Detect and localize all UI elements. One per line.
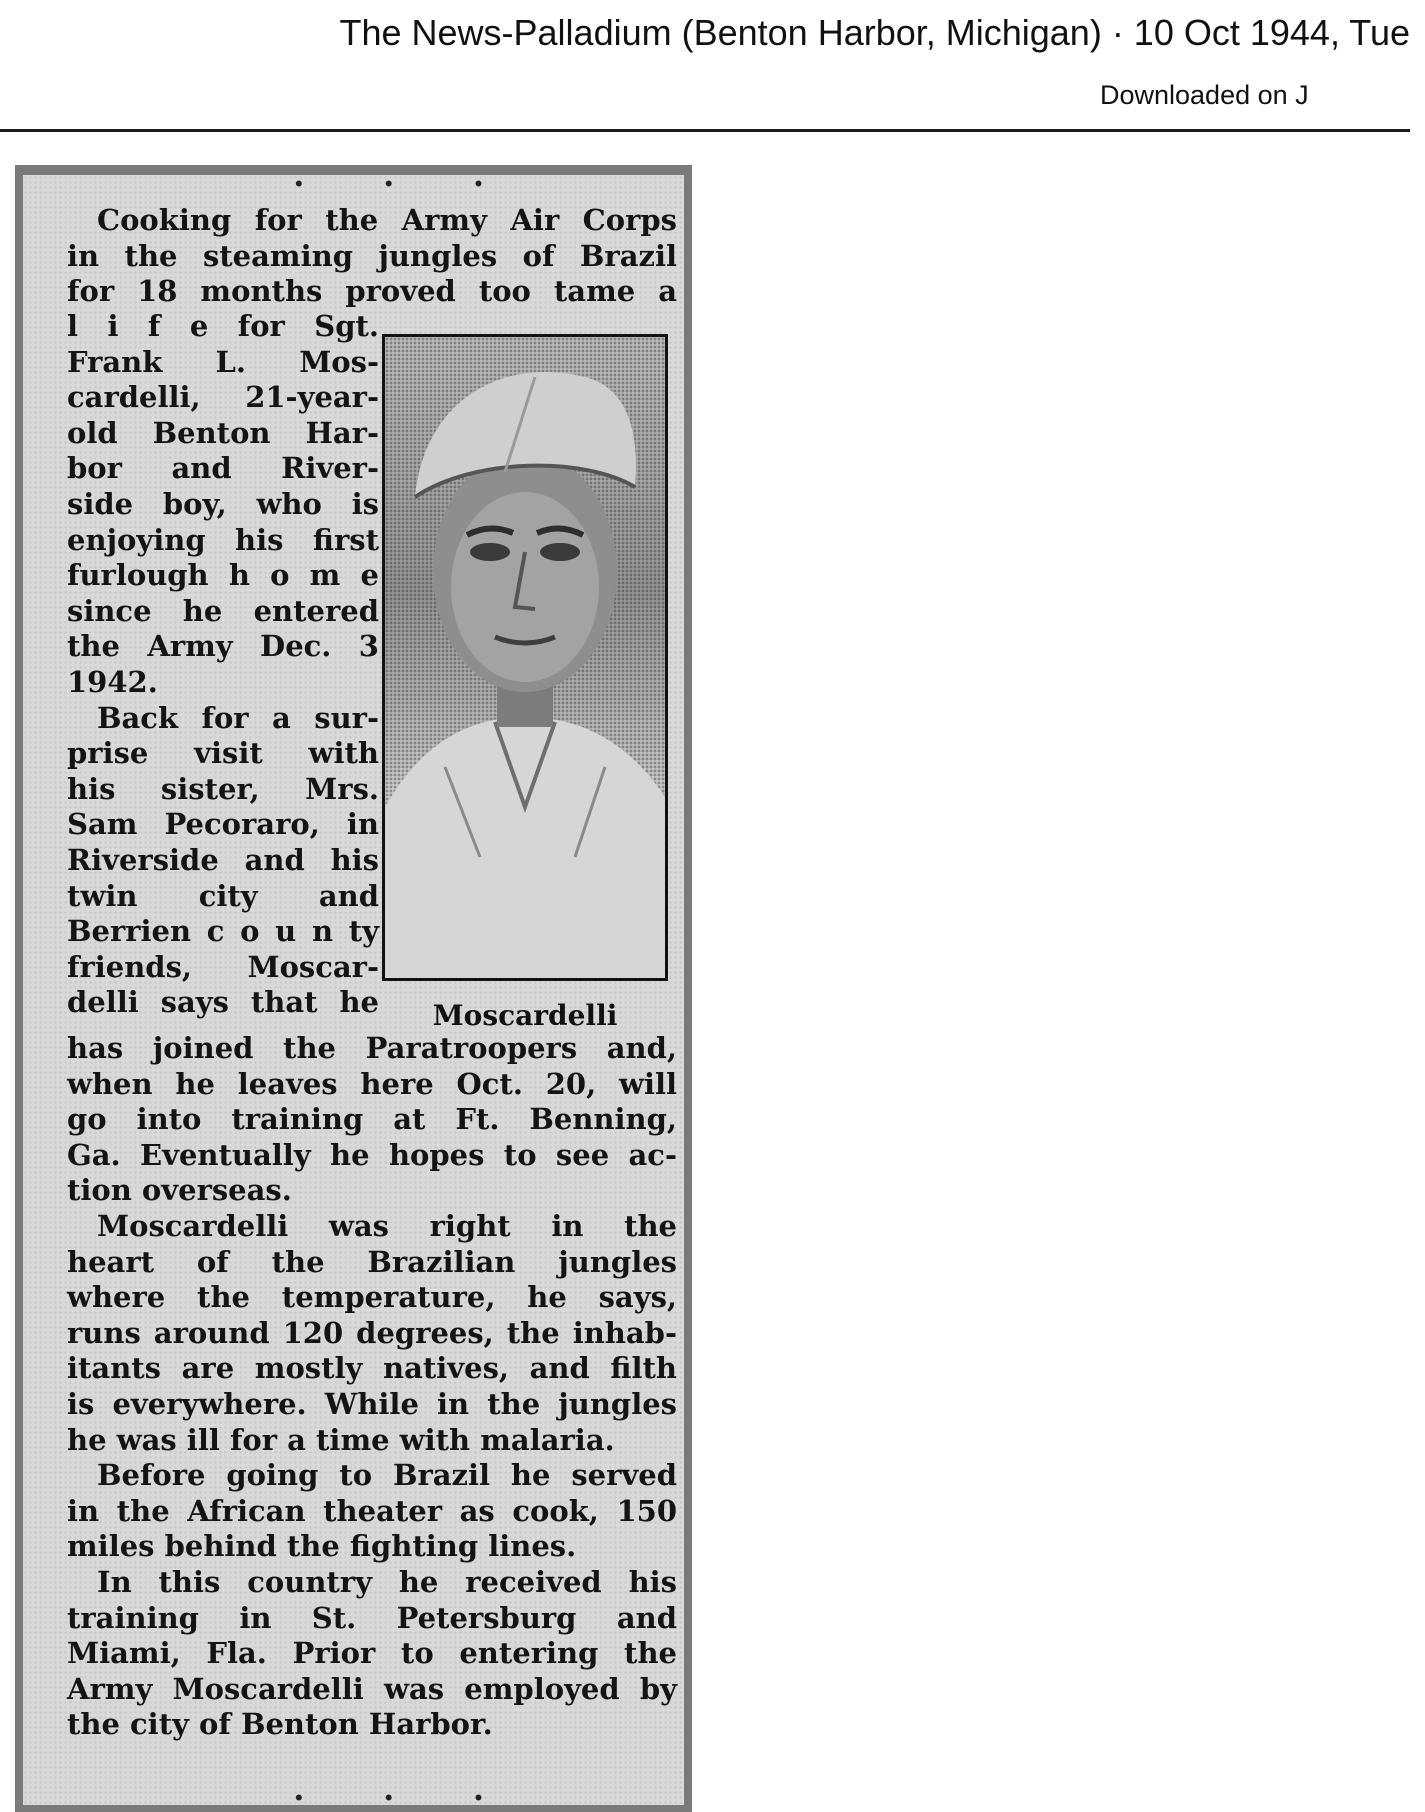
article-line: runs around 120 degrees, the inhab- xyxy=(67,1315,677,1350)
clipping-frame xyxy=(15,165,692,1812)
photo-caption: Moscardelli xyxy=(432,999,618,1032)
portrait-silhouette-icon xyxy=(385,337,665,978)
ornament-bottom: • • • xyxy=(295,1785,521,1805)
article-line: Army Moscardelli was employed by xyxy=(67,1671,677,1706)
article-line: since he entered xyxy=(67,593,379,628)
article-line: has joined the Paratroopers and, xyxy=(67,1031,677,1065)
article-line: delli says that he xyxy=(67,985,379,1020)
newspaper-clipping xyxy=(23,175,684,1805)
article-line: twin city and xyxy=(67,878,379,913)
article-line: In this country he received his xyxy=(97,1564,677,1599)
newspaper-citation: The News-Palladium (Benton Harbor, Michigan) · 10 Oct 1944, Tue xyxy=(339,12,1410,53)
article-line: for 18 months proved too tame a xyxy=(67,274,677,309)
article-line: prise visit with xyxy=(67,736,379,771)
article-wide-column xyxy=(67,1031,677,1743)
article-line: Moscardelli was right in the xyxy=(97,1208,677,1243)
article-line: go into training at Ft. Benning, xyxy=(67,1102,677,1137)
article-line: tion overseas. xyxy=(67,1173,292,1208)
article-line: Before going to Brazil he served xyxy=(97,1458,677,1493)
article-line: in the African theater as cook, 150 xyxy=(67,1493,677,1528)
article-line: Cooking for the Army Air Corps xyxy=(97,203,677,237)
article-line: enjoying his first xyxy=(67,522,379,557)
soldier-portrait-photo xyxy=(382,334,668,981)
article-line: the city of Benton Harbor. xyxy=(67,1707,493,1742)
article-line: friends, Moscar- xyxy=(67,949,379,984)
article-narrow-column xyxy=(67,309,379,1021)
article-line: Back for a sur- xyxy=(97,700,379,735)
article-line: Miami, Fla. Prior to entering the xyxy=(67,1636,677,1671)
article-line: training in St. Petersburg and xyxy=(67,1600,677,1635)
article-line: itants are mostly natives, and filth xyxy=(67,1351,677,1386)
article-line: bor and River- xyxy=(67,451,379,486)
ornament-top: • • • xyxy=(295,175,521,196)
article-line: side boy, who is xyxy=(67,486,379,521)
article-line: where the temperature, he says, xyxy=(67,1280,677,1315)
download-note: Downloaded on J xyxy=(1100,80,1309,110)
article-line: the Army Dec. 3 xyxy=(67,629,379,664)
article-intro xyxy=(67,203,677,310)
article-line: miles behind the fighting lines. xyxy=(67,1529,577,1564)
article-line: Berrien c o u n ty xyxy=(67,914,379,949)
article-line: 1942. xyxy=(67,664,158,699)
article-line: Riverside and his xyxy=(67,842,379,877)
article-line: Sam Pecoraro, in xyxy=(67,807,379,842)
article-line: l i f e for Sgt. xyxy=(67,309,379,343)
article-line: is everywhere. While in the jungles xyxy=(67,1386,677,1421)
header-divider xyxy=(0,129,1410,132)
article-line: in the steaming jungles of Brazil xyxy=(67,238,677,273)
article-line: when he leaves here Oct. 20, will xyxy=(67,1066,677,1101)
article-line: his sister, Mrs. xyxy=(67,771,379,806)
article-line: he was ill for a time with malaria. xyxy=(67,1422,615,1457)
article-line: heart of the Brazilian jungles xyxy=(67,1244,677,1279)
article-line: Ga. Eventually he hopes to see ac- xyxy=(67,1137,677,1172)
article-line: cardelli, 21-year- xyxy=(67,380,379,415)
article-line: old Benton Har- xyxy=(67,415,379,450)
article-line: furlough h o m e xyxy=(67,558,379,593)
article-line: Frank L. Mos- xyxy=(67,344,379,379)
